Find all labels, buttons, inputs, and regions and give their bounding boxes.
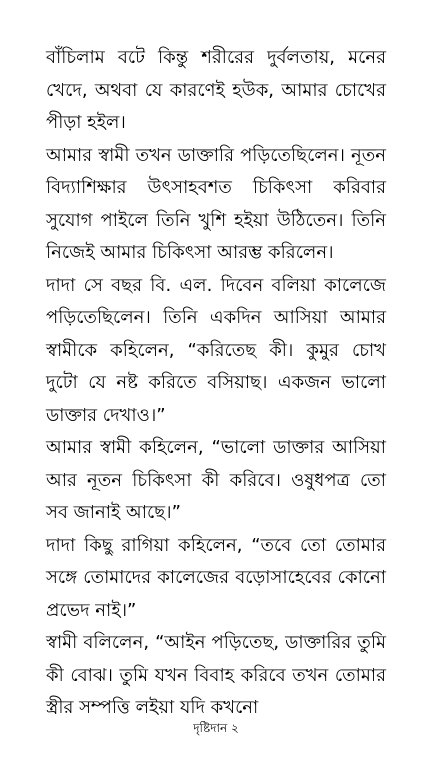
paragraph-5: দাদা কিছু রাগিয়া কহিলেন, “তবে তো তোমার সঙ্গে তোমাদের কালেজের বড়োসাহেবের কোনো প্রভেদ নাই।”	[46, 534, 386, 621]
paragraph-3: দাদা সে বছর বি. এল. দিবেন বলিয়া কালেজে পড়িতেছিলেন। তিনি একদিন আসিয়া আমার স্বামীকে কহিলেন, “করিতেছ কী। কুমুর চোখ দুটো যে নষ্ট করিতে বসিয়াছ। একজন ভালো ডাক্তার দেখাও।”	[46, 274, 386, 426]
paragraph-1: বাঁচিলাম বটে কিন্তু শরীরের দুর্বলতায়, মনের খেদে, অথবা যে কারণেই হউক, আমার চোখের পীড়া হইল।	[46, 47, 386, 133]
page-footer: দৃষ্টিদান ২	[193, 721, 239, 735]
paragraph-6: স্বামী বলিলেন, “আইন পড়িতেছ, ডাক্তারির তুমি কী বোঝ। তুমি যখন বিবাহ করিবে তখন তোমার স্ত্রীর সম্পত্তি লইয়া যদি কখনো	[46, 632, 386, 718]
paragraph-4: আমার স্বামী কহিলেন, “ভালো ডাক্তার আসিয়া আর নূতন চিকিৎসা কী করিবে। ওষুধপত্র তো সব জানাই আছে।”	[46, 437, 386, 523]
paragraph-2: আমার স্বামী তখন ডাক্তারি পড়িতেছিলেন। নূতন বিদ্যাশিক্ষার উৎসাহবশত চিকিৎসা করিবার সুযোগ পাইলে তিনি খুশি হইয়া উঠিতেন। তিনি নিজেই আমার চিকিৎসা আরম্ভ করিলেন।	[46, 144, 386, 263]
body-text	[46, 42, 386, 725]
